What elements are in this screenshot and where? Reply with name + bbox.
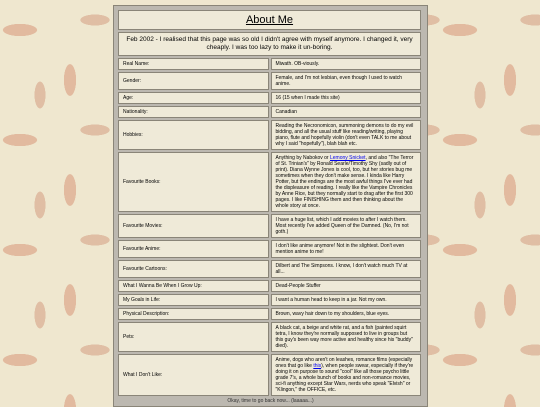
row-value: Female, and I'm not lesbian, even though I used to watch anime. [271, 72, 422, 90]
row-label: Pets: [118, 322, 269, 352]
info-row [118, 214, 421, 238]
info-row [118, 240, 421, 258]
row-value: Dilbert and The Simpsons. I know, I don't watch much TV at all... [271, 260, 422, 278]
row-label: Age: [118, 92, 269, 104]
inline-link[interactable]: Lemony Snicket [329, 155, 366, 161]
info-row [118, 322, 421, 352]
info-row [118, 72, 421, 90]
row-value: I don't like anime anymore! Not in the slightest. Don't even mention anime to me! [271, 240, 422, 258]
info-row [118, 106, 421, 118]
row-label: Favourite Anime: [118, 240, 269, 258]
row-value-text: Anything by Nabokov or [275, 155, 330, 161]
page-title: About Me [245, 14, 294, 26]
row-value: 16 (15 when I made this site) [271, 92, 422, 104]
row-value: I have a huge list, which I add movies to after I watch them. Most recently I've added Queen of the Damned. (No, I'm not goth.) [271, 214, 422, 238]
row-label: Physical Description: [118, 308, 269, 320]
row-value: I want a human head to keep in a jar. Not my own. [271, 294, 422, 306]
row-value-text: Anime, dogs who aren't on leashes, romance films (especially ones that go like [275, 357, 413, 369]
info-row [118, 354, 421, 396]
intro-row [118, 32, 421, 56]
info-row [118, 120, 421, 150]
info-row [118, 58, 421, 70]
info-row [118, 308, 421, 320]
row-value: Dead-People Stuffer [271, 280, 422, 292]
row-label: What I Don't Like: [118, 354, 269, 396]
back-link[interactable]: Okay, time to go back now... (laaaaa...) [227, 398, 314, 404]
info-row [118, 152, 421, 212]
about-table [116, 8, 423, 398]
row-value-text: ), when people swear, especially if they're doing it on purpose to sound "cool" like all those psycho little grade 7's, a whole bunch of books and non-romance movies, sci-fi anything except Star Wars, nerds who speak "Elvish" or "Klingon," the OFFICE, etc. [275, 363, 414, 393]
info-row [118, 280, 421, 292]
inline-link[interactable]: this [313, 363, 322, 369]
title-row [118, 10, 421, 30]
page-title-cell [118, 10, 421, 30]
row-value: A black cat, a beige and white rat, and a fish (painted squirt tetra, I know they're normally supposed to live in groups but this guy's been way more active and healthy since his "buddy" died). [271, 322, 422, 352]
row-label: My Goals in Life: [118, 294, 269, 306]
row-label: Hobbies: [118, 120, 269, 150]
row-value [271, 354, 422, 396]
row-value: Reading the Necronomicon, summoning demons to do my evil bidding, and all the usual stuff like reading/writing, playing piano, flute and hopefully violin (don't even TALK to me about why I said "hopefully"), blah blah etc. [271, 120, 422, 150]
row-label: Nationality: [118, 106, 269, 118]
row-label: What I Wanna Be When I Grow Up: [118, 280, 269, 292]
info-row [118, 260, 421, 278]
row-label: Real Name: [118, 58, 269, 70]
row-value: Canadian [271, 106, 422, 118]
row-label: Favourite Cartoons: [118, 260, 269, 278]
row-value: Brown, wavy hair down to my shoulders, blue eyes. [271, 308, 422, 320]
row-label: Favourite Movies: [118, 214, 269, 238]
row-value [271, 152, 422, 212]
row-value-text: , and also "The Terror of St. Trinian's" by Ronald Searle/Timothy Shy (sadly out of print). Diana Wynne Jones is cool, too, but her stories bug me sometimes when they don't make sense. I kinda like Harry Potter, but the endings are the most awful things I've ever had the displeasure of reading. I really like the Vampire Chronicles by Anne Rice, but they normally start to drag after the first 300 pages. I like FINISHING them and then thinking about the whole story at once. [275, 155, 414, 209]
row-value: Miwath. OB-viously. [271, 58, 422, 70]
row-label: Favourite Books: [118, 152, 269, 212]
info-row [118, 92, 421, 104]
info-row [118, 294, 421, 306]
row-label: Gender: [118, 72, 269, 90]
intro-text: Feb 2002 - I realised that this page was so old I didn't agree with myself anymore. I changed it, very cheaply. I was too lazy to make it un-boring. [118, 32, 421, 56]
